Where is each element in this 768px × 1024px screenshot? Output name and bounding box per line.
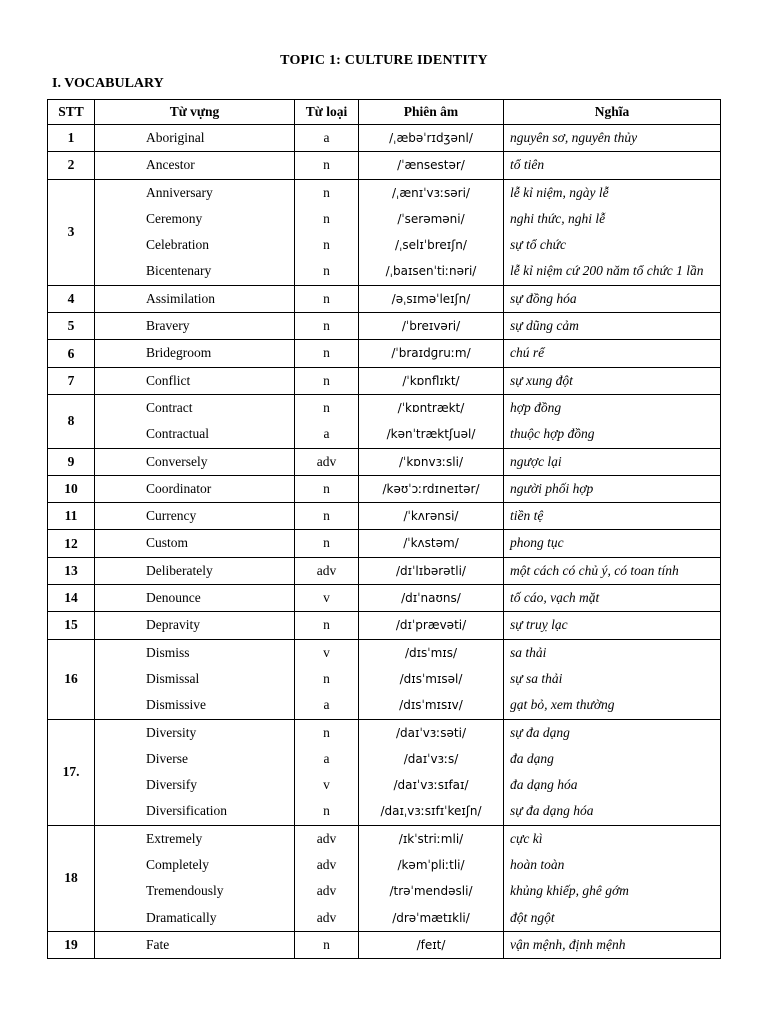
- word-text: Depravity: [146, 617, 200, 633]
- meaning-cell: [504, 125, 721, 152]
- pos-text: n: [323, 157, 330, 173]
- pos-text: n: [323, 345, 330, 361]
- word-text: Bravery: [146, 318, 190, 334]
- table-row: [48, 340, 721, 367]
- word-text: Extremely: [146, 830, 203, 846]
- ipa-cell: [359, 503, 504, 530]
- ipa-text: /ˌbaɪsenˈtiːnəri/: [385, 264, 477, 279]
- stt-cell: 13: [48, 557, 95, 584]
- word-cell: [95, 557, 295, 584]
- word-cell: [95, 448, 295, 475]
- table-header-row: [48, 100, 721, 125]
- ipa-cell: [359, 340, 504, 367]
- word-text: Anniversary: [146, 184, 213, 200]
- table-row: [48, 394, 721, 448]
- meaning-cell: [504, 179, 721, 285]
- header-meaning: Nghĩa: [504, 100, 721, 125]
- word-text: Dramatically: [146, 909, 217, 925]
- meaning-cell: [504, 367, 721, 394]
- ipa-text: /ˈkɒnvɜːsli/: [398, 454, 463, 469]
- mean-text: sự dũng cảm: [510, 318, 579, 334]
- table-row: [48, 367, 721, 394]
- word-text: Completely: [146, 857, 209, 873]
- stt-cell: 7: [48, 367, 95, 394]
- table-row: [48, 825, 721, 931]
- stt-cell: 2: [48, 152, 95, 179]
- ipa-text: /əˌsɪməˈleɪʃn/: [391, 291, 471, 306]
- table-body: [48, 125, 721, 959]
- stt-cell: 19: [48, 931, 95, 958]
- pos-cell: [295, 612, 359, 639]
- table-row: [48, 530, 721, 557]
- mean-text: sa thải: [510, 644, 547, 660]
- pos-text: v: [323, 777, 330, 793]
- pos-cell: [295, 125, 359, 152]
- ipa-cell: [359, 152, 504, 179]
- pos-text: n: [323, 670, 330, 686]
- meaning-cell: [504, 825, 721, 931]
- mean-text: tố cáo, vạch mặt: [510, 590, 600, 606]
- ipa-cell: [359, 367, 504, 394]
- meaning-cell: [504, 475, 721, 502]
- ipa-text: /daɪˈvɜːsəti/: [395, 725, 466, 740]
- ipa-cell: [359, 639, 504, 719]
- word-text: Dismissal: [146, 670, 200, 686]
- ipa-text: /ˈbraɪdɡruːm/: [391, 346, 471, 361]
- ipa-text: /ˌænɪˈvɜːsəri/: [392, 185, 470, 200]
- stt-cell: 3: [48, 179, 95, 285]
- word-cell: [95, 125, 295, 152]
- meaning-cell: [504, 152, 721, 179]
- word-cell: [95, 931, 295, 958]
- meaning-cell: [504, 931, 721, 958]
- word-text: Aboriginal: [146, 130, 205, 145]
- mean-text: sự truỵ lạc: [510, 617, 568, 633]
- pos-text: n: [323, 184, 330, 200]
- mean-text: lễ kỉ niệm cứ 200 năm tổ chức 1 lần: [510, 263, 704, 279]
- word-cell: [95, 475, 295, 502]
- meaning-cell: [504, 530, 721, 557]
- mean-text: một cách có chủ ý, có toan tính: [510, 562, 679, 578]
- pos-text: v: [323, 644, 330, 660]
- word-text: Diversification: [146, 803, 227, 819]
- ipa-text: /dɪˈnaʊns/: [401, 591, 461, 606]
- word-cell: [95, 585, 295, 612]
- meaning-cell: [504, 340, 721, 367]
- pos-text: adv: [316, 857, 337, 873]
- header-word: Từ vựng: [95, 100, 295, 125]
- ipa-text: /trəˈmendəsli/: [389, 884, 473, 899]
- table-row: [48, 179, 721, 285]
- pos-cell: [295, 530, 359, 557]
- ipa-cell: [359, 557, 504, 584]
- word-text: Bicentenary: [146, 263, 212, 279]
- pos-text: n: [323, 399, 330, 415]
- table-row: [48, 448, 721, 475]
- pos-text: adv: [316, 453, 337, 469]
- word-text: Contract: [146, 399, 193, 415]
- ipa-text: /dɪˈprævəti/: [395, 618, 467, 633]
- document-title: TOPIC 1: CULTURE IDENTITY: [280, 53, 488, 68]
- pos-cell: [295, 931, 359, 958]
- pos-text: adv: [316, 830, 337, 846]
- table-row: [48, 585, 721, 612]
- ipa-text: /kənˈtræktʃuəl/: [386, 427, 476, 442]
- mean-text: sự sa thải: [510, 670, 563, 686]
- pos-cell: [295, 367, 359, 394]
- mean-text: đa dạng hóa: [510, 777, 578, 793]
- mean-text: sự đồng hóa: [510, 290, 577, 306]
- word-text: Ceremony: [146, 210, 203, 226]
- stt-cell: 9: [48, 448, 95, 475]
- meaning-cell: [504, 719, 721, 825]
- pos-text: n: [323, 936, 330, 952]
- stt-cell: 5: [48, 313, 95, 340]
- table-row: [48, 612, 721, 639]
- pos-text: v: [323, 590, 330, 606]
- ipa-cell: [359, 394, 504, 448]
- stt-cell: 15: [48, 612, 95, 639]
- pos-cell: [295, 152, 359, 179]
- ipa-text: /ˈserəməni/: [397, 211, 465, 226]
- word-cell: [95, 719, 295, 825]
- ipa-cell: [359, 719, 504, 825]
- word-text: Custom: [146, 535, 189, 551]
- pos-cell: [295, 313, 359, 340]
- ipa-cell: [359, 313, 504, 340]
- mean-text: nguyên sơ, nguyên thủy: [510, 130, 638, 145]
- table-row: [48, 719, 721, 825]
- meaning-cell: [504, 394, 721, 448]
- word-cell: [95, 639, 295, 719]
- meaning-cell: [504, 612, 721, 639]
- pos-text: n: [323, 803, 330, 819]
- table-row: [48, 931, 721, 958]
- table-row: [48, 503, 721, 530]
- stt-cell: 12: [48, 530, 95, 557]
- ipa-text: /ˌselɪˈbreɪʃn/: [395, 238, 467, 253]
- pos-text: adv: [316, 883, 337, 899]
- stt-cell: 11: [48, 503, 95, 530]
- pos-cell: [295, 719, 359, 825]
- pos-text: n: [323, 237, 330, 253]
- pos-text: n: [323, 290, 330, 306]
- ipa-cell: [359, 125, 504, 152]
- mean-text: thuộc hợp đồng: [510, 426, 595, 442]
- ipa-text: /ˈkʌstəm/: [403, 536, 459, 551]
- pos-cell: [295, 585, 359, 612]
- ipa-text: /ˌæbəˈrɪdʒənl/: [389, 131, 473, 145]
- ipa-text: /kəʊˈɔːrdɪneɪtər/: [382, 481, 480, 496]
- stt-cell: 8: [48, 394, 95, 448]
- word-cell: [95, 612, 295, 639]
- ipa-text: /dɪsˈmɪs/: [404, 645, 458, 660]
- pos-text: n: [323, 263, 330, 279]
- word-cell: [95, 394, 295, 448]
- pos-text: n: [323, 617, 330, 633]
- mean-text: sự đa dạng: [510, 724, 570, 740]
- mean-text: sự tổ chức: [510, 237, 566, 253]
- pos-cell: [295, 285, 359, 312]
- header-ipa: Phiên âm: [359, 100, 504, 125]
- pos-cell: [295, 503, 359, 530]
- mean-text: đột ngột: [510, 909, 555, 925]
- word-cell: [95, 825, 295, 931]
- header-pos: Từ loại: [295, 100, 359, 125]
- mean-text: phong tục: [510, 535, 564, 551]
- stt-cell: 10: [48, 475, 95, 502]
- ipa-text: /ˈkʌrənsi/: [403, 509, 459, 524]
- word-text: Diversify: [146, 777, 197, 793]
- word-cell: [95, 285, 295, 312]
- ipa-cell: [359, 285, 504, 312]
- table-row: [48, 557, 721, 584]
- table-row: [48, 639, 721, 719]
- pos-cell: [295, 557, 359, 584]
- mean-text: lễ kỉ niệm, ngày lễ: [510, 184, 609, 200]
- stt-cell: 18: [48, 825, 95, 931]
- stt-cell: 14: [48, 585, 95, 612]
- meaning-cell: [504, 503, 721, 530]
- word-text: Bridegroom: [146, 345, 212, 361]
- word-text: Diverse: [146, 750, 188, 766]
- word-text: Denounce: [146, 590, 201, 606]
- pos-cell: [295, 475, 359, 502]
- table-row: [48, 475, 721, 502]
- word-text: Assimilation: [146, 290, 216, 306]
- meaning-cell: [504, 585, 721, 612]
- pos-cell: [295, 394, 359, 448]
- ipa-text: /dɪˈlɪbərətli/: [396, 563, 466, 578]
- ipa-cell: [359, 825, 504, 931]
- word-cell: [95, 179, 295, 285]
- pos-text: n: [323, 724, 330, 740]
- pos-text: adv: [316, 909, 337, 925]
- pos-text: n: [323, 508, 330, 524]
- ipa-text: /ˈænsestər/: [397, 158, 465, 173]
- stt-cell: 4: [48, 285, 95, 312]
- word-text: Diversity: [146, 724, 197, 740]
- mean-text: gạt bỏ, xem thường: [510, 697, 615, 713]
- word-cell: [95, 503, 295, 530]
- pos-text: a: [323, 426, 330, 442]
- word-cell: [95, 530, 295, 557]
- mean-text: cực kì: [510, 830, 543, 846]
- mean-text: sự xung đột: [510, 372, 573, 388]
- pos-cell: [295, 179, 359, 285]
- word-text: Tremendously: [146, 883, 224, 899]
- ipa-text: /ˈbreɪvəri/: [401, 319, 461, 334]
- pos-text: n: [323, 210, 330, 226]
- meaning-cell: [504, 285, 721, 312]
- ipa-text: /dɪsˈmɪsəl/: [399, 671, 463, 686]
- pos-text: n: [323, 318, 330, 334]
- mean-text: sự đa dạng hóa: [510, 803, 594, 819]
- mean-text: vận mệnh, định mệnh: [510, 936, 626, 952]
- mean-text: chú rể: [510, 345, 545, 361]
- word-text: Coordinator: [146, 480, 212, 496]
- ipa-text: /kəmˈpliːtli/: [397, 858, 465, 873]
- word-cell: [95, 340, 295, 367]
- meaning-cell: [504, 313, 721, 340]
- word-text: Currency: [146, 508, 197, 524]
- stt-cell: 1: [48, 125, 95, 152]
- section-heading: I. VOCABULARY: [52, 76, 164, 91]
- mean-text: nghi thức, nghi lễ: [510, 210, 606, 226]
- table-row: [48, 313, 721, 340]
- word-cell: [95, 152, 295, 179]
- table-row: [48, 125, 721, 152]
- mean-text: ngược lại: [510, 453, 562, 469]
- meaning-cell: [504, 557, 721, 584]
- ipa-text: /ˈkɒnflɪkt/: [402, 373, 460, 388]
- word-text: Conversely: [146, 453, 208, 469]
- word-text: Dismissive: [146, 697, 207, 713]
- pos-text: n: [323, 372, 330, 388]
- table-row: [48, 152, 721, 179]
- word-text: Contractual: [146, 426, 209, 442]
- pos-cell: [295, 825, 359, 931]
- pos-text: adv: [316, 562, 337, 578]
- ipa-cell: [359, 585, 504, 612]
- ipa-cell: [359, 448, 504, 475]
- stt-cell: 17.: [48, 719, 95, 825]
- stt-cell: 16: [48, 639, 95, 719]
- pos-text: n: [323, 480, 330, 496]
- word-text: Conflict: [146, 372, 191, 388]
- word-text: Fate: [146, 936, 170, 952]
- table-row: [48, 285, 721, 312]
- ipa-text: /dɪsˈmɪsɪv/: [399, 698, 463, 713]
- ipa-cell: [359, 612, 504, 639]
- mean-text: người phối hợp: [510, 480, 594, 496]
- word-text: Ancestor: [146, 157, 195, 173]
- ipa-text: /ɪkˈstriːmli/: [398, 831, 464, 846]
- mean-text: hợp đồng: [510, 399, 562, 415]
- pos-text: n: [323, 535, 330, 551]
- word-text: Deliberately: [146, 562, 213, 578]
- pos-text: a: [323, 750, 330, 766]
- word-text: Dismiss: [146, 644, 190, 660]
- meaning-cell: [504, 639, 721, 719]
- ipa-text: /ˈkɒntrækt/: [397, 400, 465, 415]
- vocabulary-table: [47, 99, 721, 959]
- pos-text: a: [323, 697, 330, 713]
- ipa-cell: [359, 475, 504, 502]
- word-text: Celebration: [146, 237, 209, 253]
- word-cell: [95, 313, 295, 340]
- ipa-text: /drəˈmætɪkli/: [392, 910, 470, 925]
- ipa-text: /daɪˈvɜːsɪfaɪ/: [393, 778, 469, 793]
- ipa-text: /feɪt/: [416, 937, 446, 952]
- header-stt: STT: [48, 100, 95, 125]
- ipa-cell: [359, 530, 504, 557]
- word-cell: [95, 367, 295, 394]
- mean-text: đa dạng: [510, 750, 554, 766]
- ipa-text: /daɪˈvɜːs/: [403, 751, 459, 766]
- mean-text: hoàn toàn: [510, 857, 565, 873]
- pos-cell: [295, 448, 359, 475]
- ipa-cell: [359, 179, 504, 285]
- mean-text: tiền tệ: [510, 508, 544, 524]
- mean-text: khủng khiếp, ghê gớm: [510, 883, 629, 899]
- pos-cell: [295, 639, 359, 719]
- ipa-cell: [359, 931, 504, 958]
- pos-text: a: [323, 130, 330, 145]
- mean-text: tổ tiên: [510, 157, 545, 173]
- stt-cell: 6: [48, 340, 95, 367]
- ipa-text: /daɪˌvɜːsɪfɪˈkeɪʃn/: [380, 804, 482, 819]
- pos-cell: [295, 340, 359, 367]
- meaning-cell: [504, 448, 721, 475]
